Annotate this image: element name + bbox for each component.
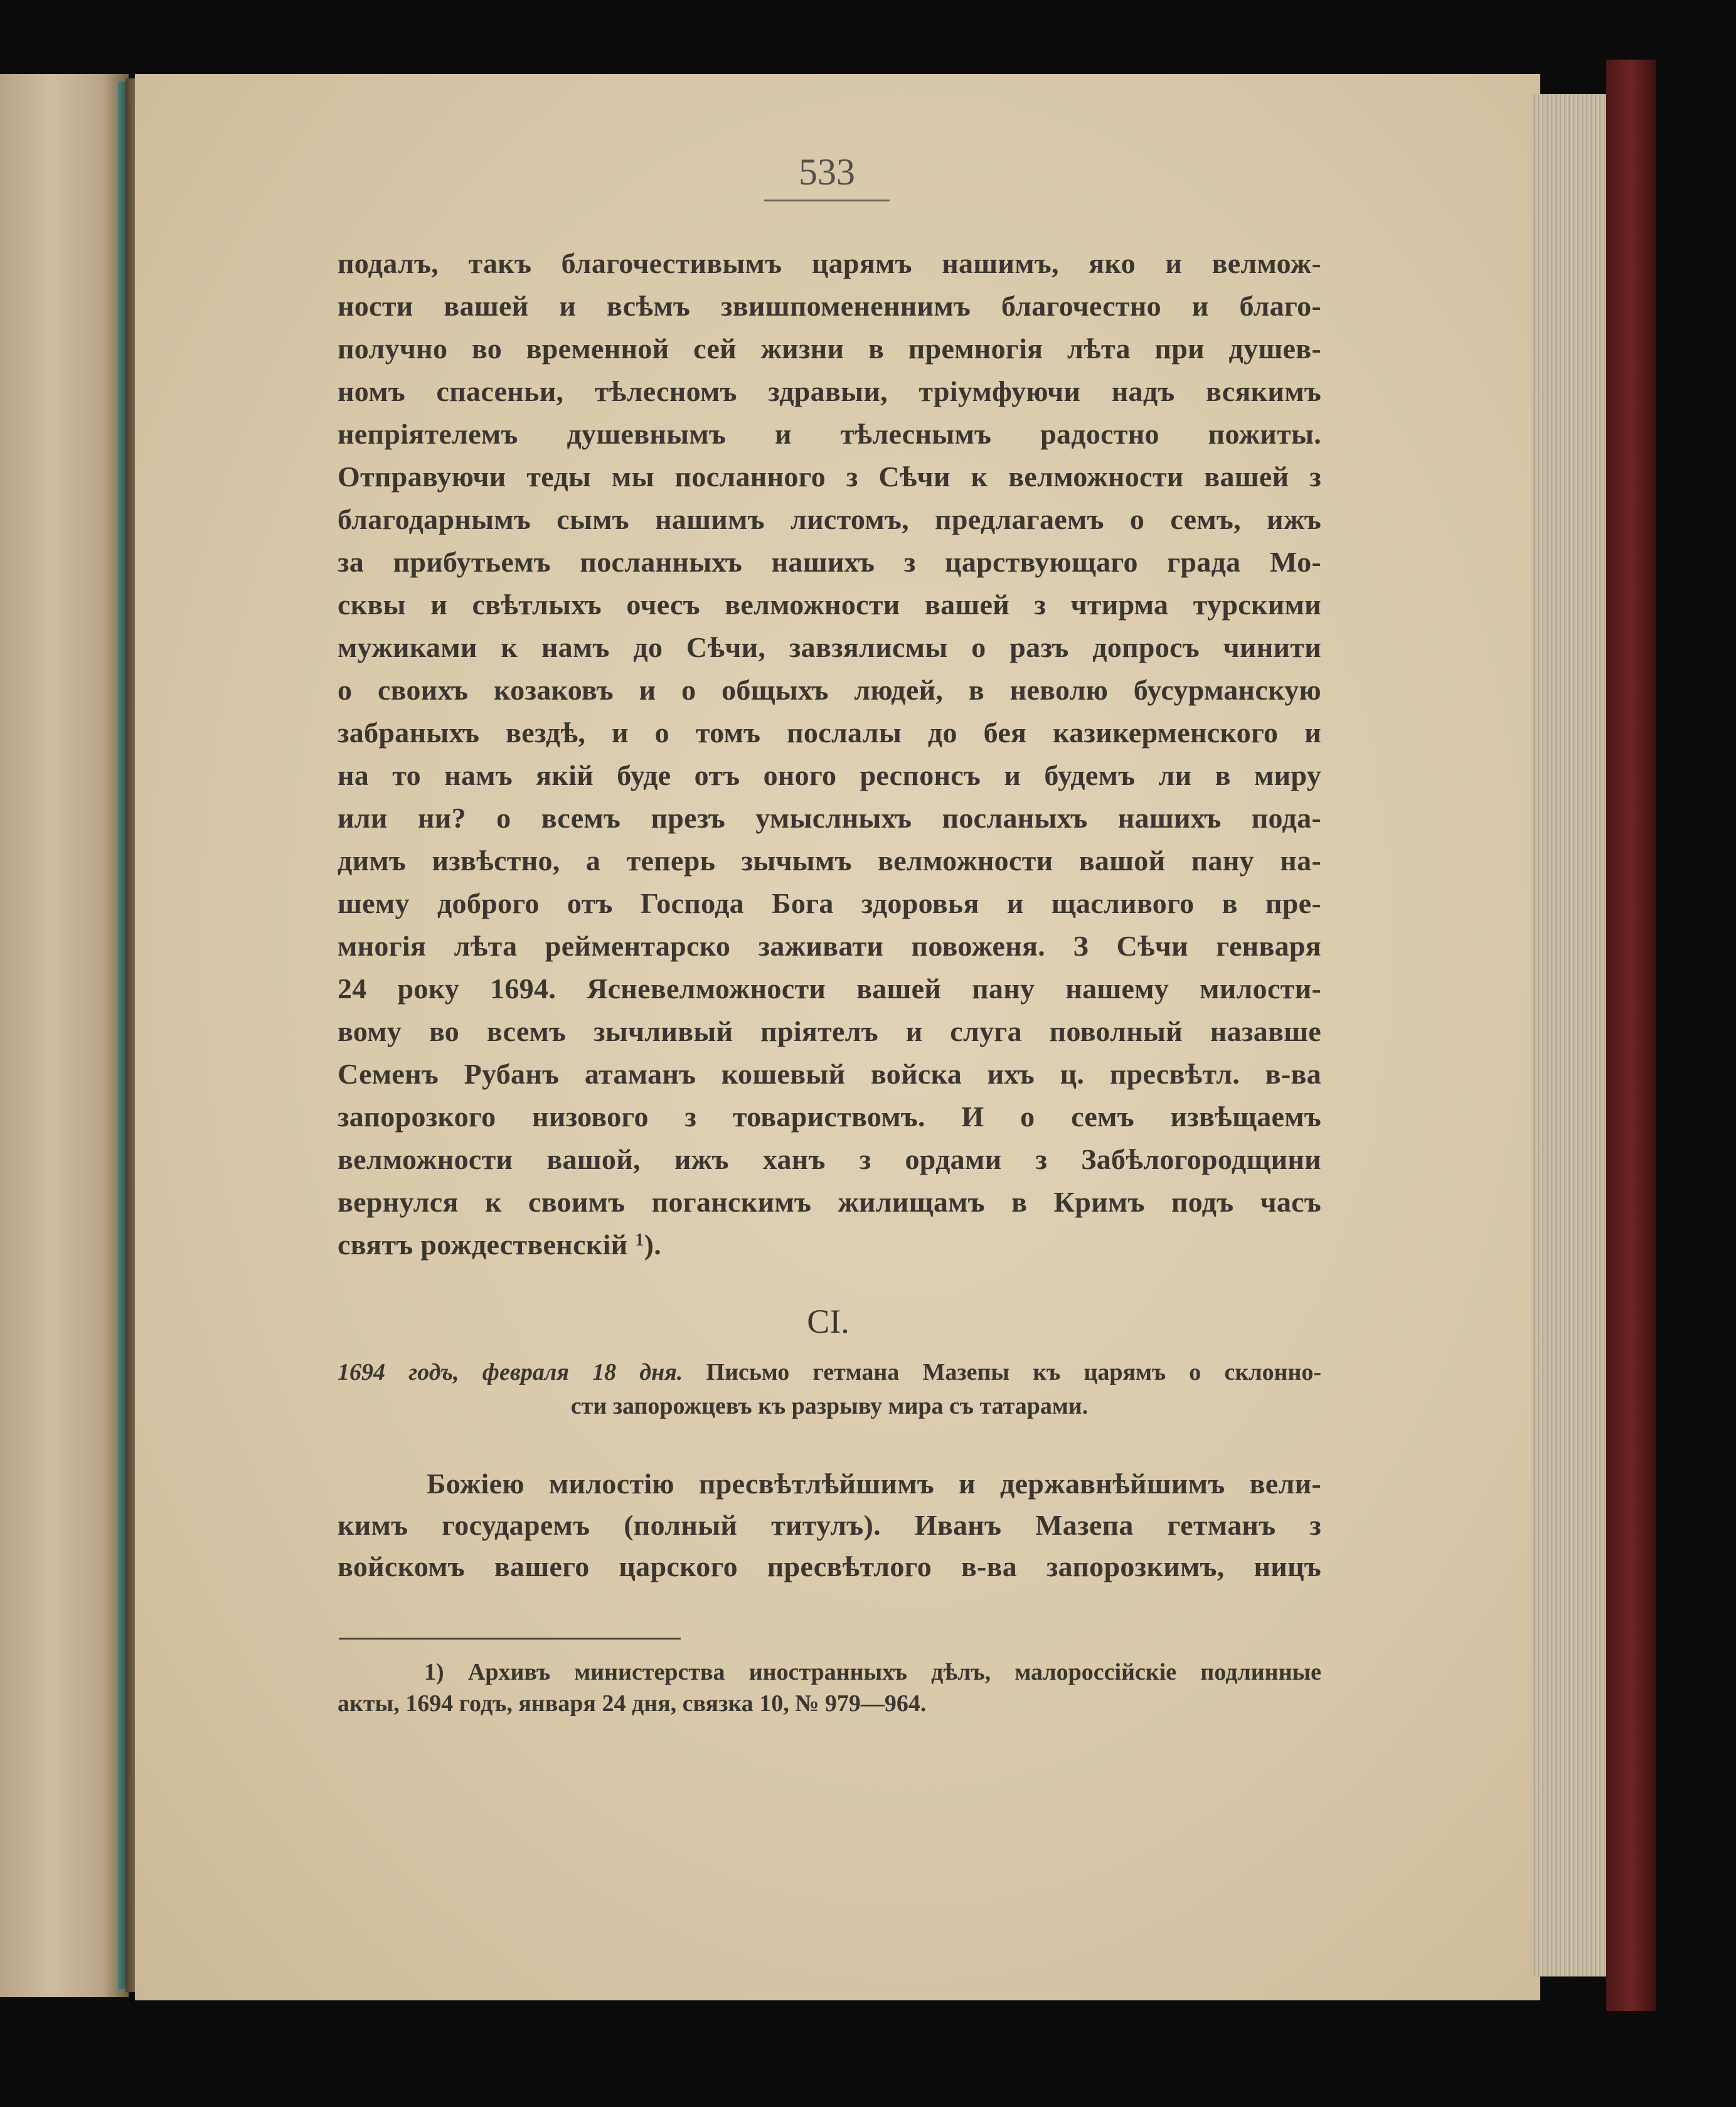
- body-line: номъ спасеньи, тѣлесномъ здравыи, тріумфуючи надъ всякимъ: [338, 375, 1321, 407]
- body-line: ности вашей и всѣмъ звишпомененнимъ благочестно и благо-: [338, 290, 1321, 322]
- body-line: забраныхъ вездѣ, и о томъ послалы до бея казикерменского и: [338, 717, 1321, 749]
- body-line: шему доброго отъ Господа Бога здоровья и щасливого в пре-: [338, 887, 1321, 919]
- body-line: димъ извѣстно, а теперь зычымъ велможности вашой пану на-: [338, 845, 1321, 877]
- body-line: о своихъ козаковъ и о общыхъ людей, в неволю бусурманскую: [338, 674, 1321, 706]
- heading-date: 1694 годъ, февраля 18 дня.: [338, 1359, 683, 1385]
- body-line: или ни? о всемъ презъ умыслныхъ посланыхъ нашихъ пода-: [338, 802, 1321, 834]
- body-line: сквы и свѣтлыхъ очесъ велможности вашей з чтирма турскими: [338, 589, 1321, 621]
- heading-title-part-1: Письмо гетмана Мазепы къ царямъ о склонно-: [706, 1359, 1322, 1385]
- body-line: вернулся к своимъ поганскимъ жилищамъ в Кримъ подъ часъ: [338, 1186, 1321, 1218]
- body-line: многія лѣта рейментарско заживати повоженя. З Сѣчи генваря: [338, 930, 1321, 962]
- body-line: получно во временной сей жизни в премногія лѣта при душев-: [338, 333, 1321, 365]
- footnote-close: ).: [644, 1229, 662, 1261]
- body-line: вому во всемъ зычливый пріятелъ и слуга поволный назавше: [338, 1015, 1321, 1047]
- body-line: благодарнымъ сымъ нашимъ листомъ, предлагаемъ о семъ, ижъ: [338, 503, 1321, 535]
- page-number-rule: [764, 200, 890, 201]
- document-heading-line-2: сти запорожцевъ къ разрыву мира съ татарами.: [570, 1393, 1089, 1419]
- body-line: велможности вашой, ижъ ханъ з ордами з Забѣлогородщини: [338, 1143, 1321, 1175]
- left-page-edge: [0, 74, 129, 1997]
- letter-line: Божіею милостію пресвѣтлѣйшимъ и державнѣйшимъ вели-: [427, 1468, 1321, 1500]
- body-line: мужиками к намъ до Сѣчи, завзялисмы о разъ допросъ чинити: [338, 631, 1321, 663]
- footnote-marker: 1: [635, 1230, 644, 1250]
- body-line: запорозкого низового з товариствомъ. И о семъ извѣщаемъ: [338, 1101, 1321, 1133]
- section-numeral: CI.: [807, 1303, 849, 1340]
- body-line: святъ рождественскій $^1$).: [338, 1229, 662, 1261]
- body-line: подалъ, такъ благочестивымъ царямъ нашимъ, яко и велмож-: [338, 247, 1321, 279]
- body-line: за прибутьемъ посланныхъ нашихъ з царствующаго града Мо-: [338, 546, 1321, 578]
- body-line: Семенъ Рубанъ атаманъ кошевый войска ихъ ц. пресвѣтл. в-ва: [338, 1058, 1321, 1090]
- body-line: непріятелемъ душевнымъ и тѣлеснымъ радостно пожиты.: [338, 418, 1321, 450]
- letter-line: войскомъ вашего царского пресвѣтлого в-ва запорозкимъ, ницъ: [338, 1550, 1321, 1582]
- page-fore-edge: [1531, 94, 1609, 1976]
- book-cover-edge: [1606, 60, 1656, 2011]
- body-line: Отправуючи теды мы посланного з Сѣчи к велможности вашей з: [338, 461, 1321, 493]
- body-line: 24 року 1694. Ясневелможности вашей пану нашему милости-: [338, 973, 1321, 1005]
- page-number: 533: [799, 151, 855, 193]
- body-line: на то намъ якій буде отъ оного респонсъ и будемъ ли в миру: [338, 759, 1321, 791]
- letter-line: кимъ государемъ (полный титулъ). Иванъ Мазепа гетманъ з: [338, 1509, 1321, 1541]
- footnote-line-2: акты, 1694 годъ, января 24 дня, связка 10, № 979—964.: [338, 1690, 927, 1717]
- footnote-line-1: 1) Архивъ министерства иностранныхъ дѣлъ, малороссійскіе подлинные: [424, 1659, 1321, 1685]
- footnote-rule: [339, 1638, 681, 1640]
- document-heading-line-1: [338, 1355, 1321, 1389]
